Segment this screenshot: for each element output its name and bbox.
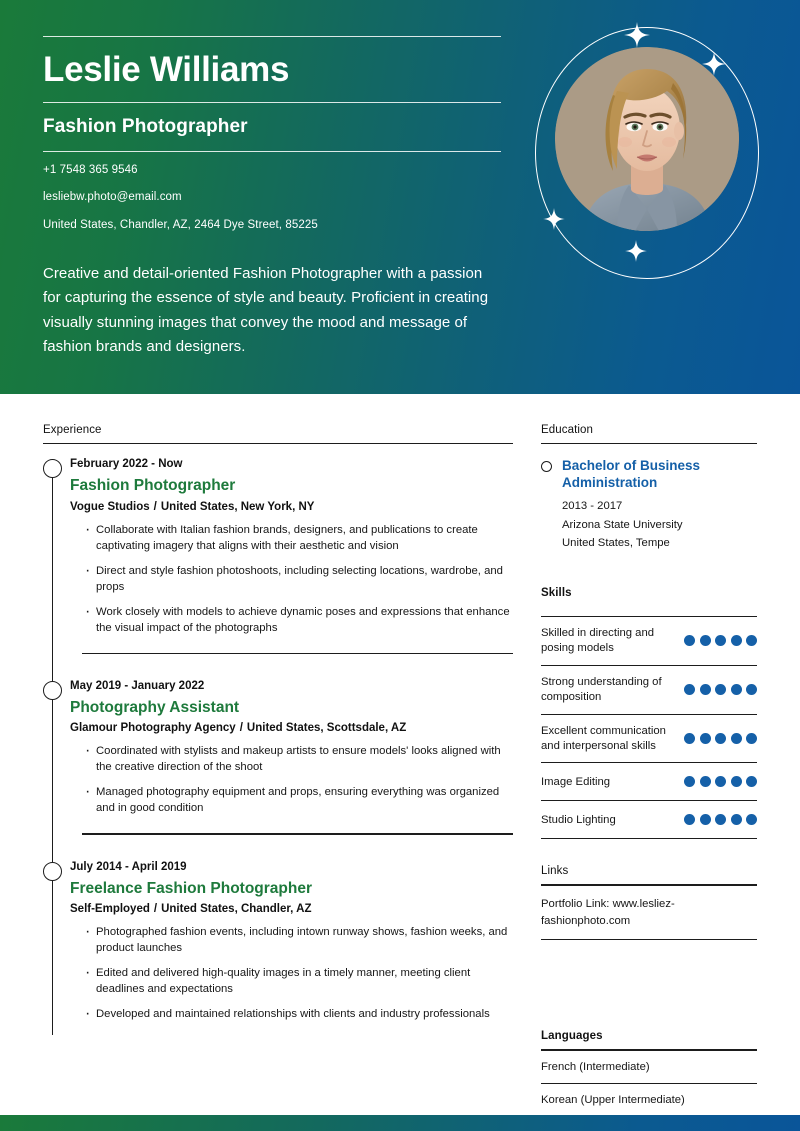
- experience-divider: [82, 833, 513, 834]
- experience-date: May 2019 - January 2022: [70, 680, 205, 693]
- rating-dot: [700, 635, 711, 646]
- skill-rating: [684, 733, 757, 744]
- skill-label: Skilled in directing and posing models: [541, 627, 655, 654]
- education-school: Arizona State University: [562, 518, 683, 531]
- skill-rating: [684, 635, 757, 646]
- skill-row: [541, 715, 757, 764]
- skill-rating: [684, 776, 757, 787]
- list-item: · Managed photography equipment and props, ensuring everything was organized and in good condition: [85, 784, 513, 825]
- education-years: 2013 - 2017: [562, 500, 623, 513]
- experience-item: [70, 458, 513, 680]
- experience-item: [70, 680, 513, 861]
- experience-bullets: [70, 743, 513, 825]
- skill-label: Strong understanding of composition: [541, 675, 662, 703]
- education-marker-icon: [541, 461, 552, 472]
- avatar: [555, 47, 739, 231]
- experience-company-location: [70, 902, 513, 924]
- contact-email[interactable]: lesliebw.photo@email.com: [43, 191, 182, 204]
- rating-dot: [684, 814, 695, 825]
- rating-dot: [684, 733, 695, 744]
- skill-label: Excellent communication and interpersonal skills: [541, 724, 666, 752]
- education-location: United States, Tempe: [562, 537, 670, 550]
- experience-date: February 2022 - Now: [70, 458, 183, 471]
- list-item: · Developed and maintained relationships with clients and industry professionals: [85, 1006, 513, 1031]
- section-rule: [43, 443, 513, 444]
- spacer: [541, 940, 757, 1030]
- skills-list: [541, 616, 757, 839]
- rating-dot: [746, 733, 757, 744]
- rating-dot: [700, 733, 711, 744]
- section-heading-links: Links: [541, 865, 569, 878]
- experience-role: Photography Assistant: [70, 698, 240, 716]
- experience-company: Self-Employed: [70, 902, 150, 915]
- resume-body: [0, 394, 800, 1118]
- rating-dot: [746, 684, 757, 695]
- rating-dot: [731, 776, 742, 787]
- rating-dot: [731, 635, 742, 646]
- rating-dot: [700, 684, 711, 695]
- languages-list: [541, 1051, 757, 1118]
- section-heading-experience: Experience: [43, 424, 102, 436]
- page-title: Leslie Williams: [43, 50, 290, 89]
- experience-item: [70, 861, 513, 1035]
- rating-dot: [700, 776, 711, 787]
- resume-header: [0, 0, 800, 394]
- skill-label: Image Editing: [541, 775, 611, 788]
- spacer: [541, 839, 757, 865]
- rating-dot: [684, 635, 695, 646]
- list-item: · Photographed fashion events, including intown runway shows, fashion weeks, and product launches: [85, 924, 513, 965]
- experience-company-location: [70, 721, 513, 743]
- list-item: · Direct and style fashion photoshoots, including selecting locations, wardrobe, and props: [85, 563, 513, 604]
- contact-address: United States, Chandler, AZ, 2464 Dye Street, 85225: [43, 218, 318, 231]
- rating-dot: [746, 635, 757, 646]
- contact-list: [43, 152, 501, 248]
- rating-dot: [715, 684, 726, 695]
- timeline-marker-icon: [43, 681, 62, 700]
- rating-dot: [731, 733, 742, 744]
- timeline-axis: [52, 468, 53, 1035]
- section-rule: [541, 443, 757, 444]
- contact-phone[interactable]: +1 7548 365 9546: [43, 163, 138, 176]
- experience-role: Fashion Photographer: [70, 477, 236, 495]
- skill-label: Studio Lighting: [541, 813, 616, 826]
- timeline-marker-icon: [43, 862, 62, 881]
- list-item: · Edited and delivered high-quality images in a timely manner, meeting client deadlines and expectations: [85, 965, 513, 1006]
- experience-location: United States, New York, NY: [160, 500, 315, 513]
- rating-dot: [746, 814, 757, 825]
- rating-dot: [715, 814, 726, 825]
- rating-dot: [684, 776, 695, 787]
- section-heading-languages: Languages: [541, 1030, 603, 1043]
- experience-location: United States, Chandler, AZ: [161, 902, 312, 915]
- education-degree: Bachelor of Business Administration: [562, 458, 701, 491]
- skill-row: [541, 616, 757, 666]
- skill-rating: [684, 814, 757, 825]
- experience-role: Freelance Fashion Photographer: [70, 879, 313, 897]
- list-item: · Coordinated with stylists and makeup artists to ensure models' looks aligned with the creative direction of the shoot: [85, 743, 513, 784]
- skill-row: [541, 666, 757, 715]
- experience-separator: /: [153, 500, 157, 513]
- education-item: [541, 458, 757, 553]
- rating-dot: [700, 814, 711, 825]
- experience-separator: /: [153, 902, 158, 915]
- portfolio-link[interactable]: Portfolio Link: www.lesliez-fashionphoto.com: [541, 886, 757, 940]
- photo-cluster: [517, 14, 775, 290]
- header-job-title: Fashion Photographer: [43, 115, 248, 137]
- links-list: [541, 886, 757, 940]
- experience-company-location: [70, 500, 513, 522]
- profile-summary: Creative and detail-oriented Fashion Photographer with a passion for capturing the essence of style and beauty. Proficient in creating visually stunning images that convey the mood and message of fashion brands and designers.: [43, 265, 489, 355]
- skill-row: [541, 801, 757, 839]
- experience-company: Glamour Photography Agency: [70, 722, 236, 735]
- rating-dot: [731, 814, 742, 825]
- language-item: French (Intermediate): [541, 1051, 757, 1085]
- experience-location: United States, Scottsdale, AZ: [246, 722, 407, 735]
- timeline-marker-icon: [43, 459, 62, 478]
- section-heading-skills: Skills: [541, 587, 572, 600]
- experience-divider: [82, 653, 513, 654]
- rating-dot: [746, 776, 757, 787]
- experience-bullets: [70, 522, 513, 645]
- footer-gradient-bar: [0, 1115, 800, 1131]
- spacer: [541, 553, 757, 587]
- list-item: · Work closely with models to achieve dynamic poses and expressions that enhance the visual impact of the photographs: [85, 604, 513, 645]
- rating-dot: [715, 733, 726, 744]
- experience-timeline: [43, 458, 513, 1035]
- experience-date: July 2014 - April 2019: [70, 860, 187, 873]
- rating-dot: [715, 776, 726, 787]
- experience-separator: /: [239, 722, 243, 735]
- section-heading-education: Education: [541, 424, 594, 436]
- language-item: Korean (Upper Intermediate): [541, 1084, 757, 1118]
- rating-dot: [715, 635, 726, 646]
- experience-column: [0, 394, 513, 1118]
- rating-dot: [684, 684, 695, 695]
- skill-rating: [684, 684, 757, 695]
- experience-company: Vogue Studios: [70, 500, 150, 513]
- rating-dot: [731, 684, 742, 695]
- experience-bullets: [70, 924, 513, 1031]
- sidebar-column: [513, 394, 800, 1118]
- skill-row: [541, 763, 757, 801]
- list-item: · Collaborate with Italian fashion brands, designers, and publications to create captivating imagery that aligns with their aesthetic and vision: [85, 522, 513, 563]
- header-identity-block: [43, 36, 501, 247]
